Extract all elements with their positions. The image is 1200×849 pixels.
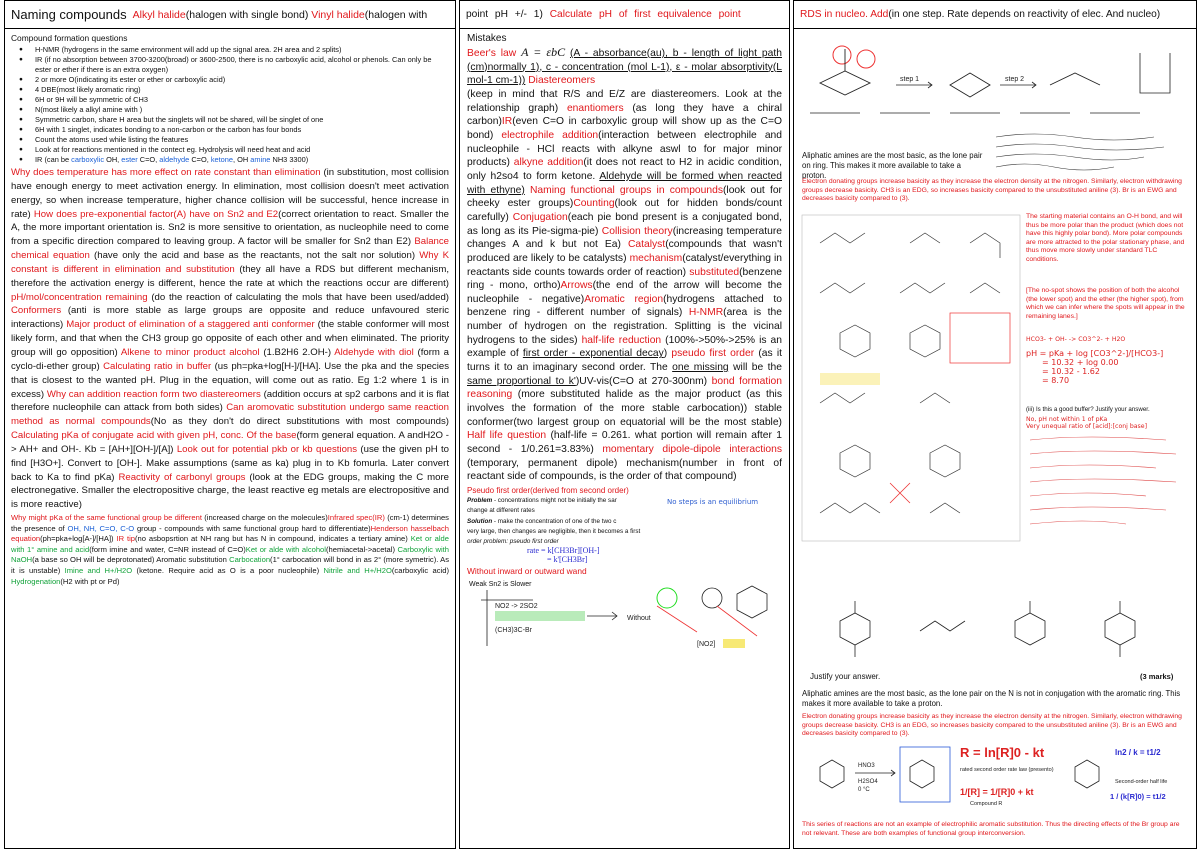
buffer-question-text: (iii) Is this a good buffer? Justify your answer. [1026,406,1150,413]
pseudo-first-order-notes [467,486,782,576]
handwriting-scribble [994,129,1190,171]
formation-checklist [11,45,449,165]
solution-label: Solution [467,517,493,525]
mistake-term: half-life reduction [581,334,662,346]
col3-header-topic: RDS in nucleo. Add [800,9,889,20]
list-item: ● 6H or 9H will be symmetric of CH3 [11,95,449,105]
solution-text: - make the concentration of one of the two c [492,517,617,525]
tlc-spot-note: [The no-spot shows the position of both the alcohol (the lower spot) and the ether (the higher spot), from which we can infer where the spots will appear in the remaining lanes.] [1026,287,1185,320]
term-explanation: Aromatic substitution [156,555,230,565]
calc-line: = 8.70 [1042,376,1070,385]
solution-text-2: very large, then changes are negligible, then it becomes a first [467,527,641,535]
highlighted-term: Imine and H+/H2O [64,566,133,576]
col2-header-text: point pH +/- 1) [466,9,543,20]
mistake-term: H-NMR [688,307,724,319]
mistake-explanation: (it does not react to H2 in acidic condition, only h2so4 to form ketone. [467,157,782,182]
question-term: Major product of elimination of a staggered anti conformer [66,319,315,331]
sketch-note: (CH3)3C-Br [495,627,532,635]
tlc-polarity-note: The starting material contains an O-H bond, and will thus be more polar than the product (which does not have this highly polar bond). More polar compounds are more attracted to the polar stationary phase, and thus move more slowly under standard TLC conditions. [1026,213,1185,263]
mistake-explanation: (interaction between electrophile and nucleophile - HCl reacts with alkyne aswl to for major minor products) [467,129,783,169]
mistake-term: IR [501,116,513,128]
question-explanation: (form a cyclo-di-ether group) [11,346,449,372]
diastereomers-term: Diastereomers [525,75,596,87]
calc-line: = 10.32 - 1.62 [1042,367,1100,376]
mistake-explanation: (keep in mind that R/S and E/Z are diastereomers. Look at the relationship graph) [467,88,782,114]
mistake-explanation: same proportional to k' [467,375,576,387]
question-explanation: (the stable conformer will most likely form, and that when the CH3 group go opposite of each other and when eliminated. The priority group will go opposition) [11,319,449,358]
term-explanation: (form imine and water, C=NR instead of C=O) [89,544,246,554]
mistakes-subtitle: Mistakes [467,33,507,44]
question-explanation: (addition occurs at sp2 carbons and it is flat therefore nucleophile can attack from both sides) [11,388,449,414]
nitration-and-rate-laws [800,737,1190,815]
question-explanation: (have only the acid and base as the reactants, not the salt nor solution) [89,250,420,262]
mistake-term: alkyne addition [513,157,584,169]
calc-line: HCO3- + OH- -> CO3^2- + H2O [1026,336,1126,343]
mistake-explanation: (catalyst/everything in reactants side counts towards order of reaction) [467,252,782,278]
beers-law-formula: A = εbC [521,45,566,59]
reagent-label: H2SO4 [858,779,878,785]
amine-basicity-caption: Aliphatic amines are the most basic, as the lone pair on the N is not in conjugation with the aromatic ring. This makes it more available to take a proton. [802,689,1181,708]
col1-title: Naming compounds [11,7,127,22]
question-term: Why can addition reaction form two diastereomers [46,388,261,400]
alkyl-halide-def: (halogen with single bond) [185,8,309,21]
question-term: Aldehyde with diol [334,346,414,358]
question-term: How does pre-exponential factor(A) have on Sn2 and E2 [33,208,279,220]
column-rds-nucleo [793,0,1197,849]
col2-header [460,1,789,29]
mistake-term: bond formation reasoning [467,375,782,401]
question-explanation: (No as they don't do direct substitutions with most compounds) [150,416,449,428]
term-explanation: (1° carbocation will bond in as 2° (more symetric). As it is unstable) [11,555,450,576]
calc-line: pH = pKa + log [CO3^2-]/[HCO3-] [1026,349,1164,358]
buffer-question [1026,406,1190,535]
mistake-term: pseudo first order [671,348,755,360]
mistake-explanation: (each pie bond present is a conjugated bond, as long as its Pie-sigma-pie) [467,211,782,237]
mistake-term: Aromatic region [584,293,664,305]
question-explanation: (use the given pH to find [H3O+]. Convert to [OH-]. Make assumptions (same as ka) plug in to Kb fomurla. Later convert back to Ka to find pKa) [11,443,450,483]
highlighted-term: Why might pKa of the same functional group be different [11,513,202,523]
term-explanation: (cm-1) determines the presence of [11,513,449,533]
rate-law-2: = k'[CH3Br] [547,555,588,565]
term-explanation: (a base so OH will be deprotonated) [32,555,157,565]
buffer-answer-note: Very unequal ratio of [acid]:[conj base] [1026,423,1147,430]
question-explanation: (they all have a RDS but different mechanism, therefore the activation energy is different, hence the rate at which the reactions occur are different) [11,263,449,289]
concept-notes-paragraph [11,166,449,512]
reagent-label: 0 °C [858,787,870,793]
mistake-term: Catalyst [627,239,666,251]
first-order-half-life: ln2 / k = t1/2 [1115,748,1161,757]
list-item: ● 2 or more O(indicating its ester or ether or carboxylic acid) [11,75,449,85]
question-term: Can aromovatic substitution undergo same reaction method as normal compounds [11,402,449,428]
rate-law-label: Compound R [970,801,1003,807]
problem-text-2: change at different rates [467,507,535,515]
mistake-term: substituted [689,266,740,278]
pseudo-first-order-title: Pseudo first order(derived from second order) [467,486,629,495]
highlighted-term: Carbocation [229,555,271,565]
beers-law-label: Beer's law [467,48,517,59]
sketch-note: Weak Sn2 is Slower [469,581,532,589]
mistake-explanation: (even C=O in carboxylic group will show up as the C=O bond) [467,116,782,141]
list-item: ● Look at for reactions mentioned in the contect eg. Hydrolysis will need heat and acid [11,145,449,155]
solution-text-3: order problem: pseudo first order [467,538,559,546]
mistake-explanation: (benzene ring - mono, ortho) [467,266,782,292]
list-item: ● Symmetric carbon, share H area but the singlets will not be shared, will be singlet of one [11,115,449,125]
highlighted-term: OH, NH, C=O, C-O [67,523,135,533]
question-explanation: (correct orientation to react. Smaller the A, the more important orientation is. Sn2 is more sensitive to orientation, as nucleophile need to come from a specific direction compared to leaving group. A factor will be smaller for Sn2 than E2) [11,208,449,248]
first-order-integrated-rate-law: R = ln[R]0 - kt [960,745,1045,760]
list-item: ● Count the atoms used while listing the features [11,135,449,145]
mistake-explanation: (look out for hidden bonds/count carefully) [467,198,782,223]
second-order-integrated-rate-law: 1/[R] = 1/[R]0 + kt [960,787,1034,797]
mistake-explanation: )UV-vis(C=O at 270-300nm) [575,375,712,387]
list-item: ● N(most likely a alkyl amine with ) [11,105,449,115]
nucleophilic-addition-mechanism [800,33,1190,118]
term-explanation: (carboxylic acid) [391,566,450,576]
term-explanation: (increased charge on the molecules) [201,513,328,523]
highlighted-term: Nitrile and H+/H2O [323,566,392,576]
compound-formation-subtitle: Compound formation questions [11,33,128,43]
problem-text: - concentrations might not be initially the sar [492,497,617,504]
structure-grid [800,213,1022,543]
question-explanation: (us ph=pka+log[H-]/[HA]. Use the pka and the species that is closest to the wanted pH. Plug in the equation, will come out as ratio. Eg 1:2 where 1 is in excess) [11,360,449,400]
highlighted-term: Henderson hasselbach equation [11,523,449,544]
handwritten-mechanism-sketch [467,576,785,656]
edg-basicity-note: Electron donating groups increase basicity as they increase the electron density at the nitrogen. Similarly, electron withdrawing groups decrease basicity. CH3 is an EDG, so increases basicity compared to the unsubstituted aniline (3). Br is an EWG and decreases basicity compared to (3). [802,178,1182,203]
list-item-ir: ● IR (can be carboxylic OH, ester C=O, aldehyde C=O, ketone, OH amine NH3 3300) [11,155,449,165]
sketch-note: NO2 -> 2SO2 [495,603,538,611]
list-item: ● 6H with 1 singlet, indicates bonding to a non-carbon or the carbon has four bonds [11,125,449,135]
list-item: ● IR (if no absorption between 3700-3200(broad) or 3600-2500, there is no carboxylic acid, alcohol or phenols. Can only be ester or ether if there is an extra oxygen) [11,55,449,75]
mistake-explanation: (half-life = 0.261. what portion will remain after 1 second - 1/0.261=3.83%) [467,430,782,456]
rate-law-label: rated second order rate law (presento) [960,767,1054,773]
mistake-explanation: ) [663,348,672,360]
mistake-explanation: (as it turns it to an imaginary second order. The [467,348,782,374]
term-explanation: group - compounds with same functional group hard to differentiate) [134,523,371,533]
handwritten-explanation [994,129,1190,176]
mistake-explanation: one missing [672,362,729,374]
mistake-term: Counting [573,198,615,210]
question-term: Calculating pKa of conjugate acid with given pH, conc. Of the base [11,430,297,442]
mistake-explanation: (compounds that wasn't produced are likely to be catalysts) [467,239,782,264]
column-naming-compounds [4,0,456,849]
term-explanation: (ketone. Require acid as O is a poor nucleophile) [132,566,324,576]
question-term: Conformers [11,305,62,317]
col3-header-text: (in one step. Rate depends on reactivity of elec. And nucleo) [888,9,1161,20]
highlighted-term: IR tip [116,534,135,544]
question-term: Look out for potential pkb or kb questions [176,443,358,455]
term-explanation: (H2 with pt or Pd) [60,576,120,586]
mistakes-paragraph [467,88,782,484]
handwritten-note: No steps is an equilibrium [667,498,759,506]
question-explanation: (in substitution, most collision have enough energy to meet activation energy. In elimination, most collision doesn't meet activation energy, so when increase temperature, higher chance collision will be successful, hence increase in rate) [11,167,450,220]
mistake-explanation: (the end of the arrow will become the nucleophile - negative) [467,280,783,305]
edg-basicity-note-2: Electron donating groups increase basicity as they increase the electron density at the nitrogen. Similarly, electron withdrawing groups decrease basicity. CH3 is an EDG, so increases basicity compared to the unsubstituted aniline (3). Br is an EWG and decreases basicity compared to (3). [802,713,1182,738]
mistake-term: momentary dipole-dipole interactions [602,444,782,456]
beers-law-definition: (A - absorbance(au), b - length of light path (cm)normally 1), c - concentration (mol L-1), ε - molar absorptivity(L mol-1 cm-1)) [467,48,782,87]
question-term: pH/mol/concentration remaining [11,291,148,303]
question-term: Alkene to minor product alcohol [120,346,260,358]
mistake-explanation: (hydrogens attached to benzene ring - different number of signals) [467,293,783,319]
question-term: Balance chemical equation [11,236,449,262]
mistake-explanation: (temporary, permanent dipole) mechanism(number in front of reactant side of compounds, is the order of that compound) [467,457,782,483]
mistake-term: Collision theory [601,225,673,237]
step-1-label: step 1 [900,76,920,83]
list-item: ● 4 DBE(most likely aromatic ring) [11,85,449,95]
mistake-term: enantiomers [566,102,624,114]
term-explanation: (ph=pka+log[A-]/[HA]) [40,534,117,544]
question-explanation: (form general equation. A andH2O -> AH+ and OH-. Kb = [AH+][OH-]/[A]) [11,430,449,455]
question-explanation: (anti is more stable as large groups are opposite and reduce unfavoured steric interactions) [11,305,449,331]
beers-law [467,46,782,88]
mistake-explanation: first order - exponential decay [522,348,664,360]
question-term: Why does temperature has more effect on rate constant than elimination [11,167,321,178]
col2-header-topic: Calculate pH of first equivalence point [549,9,741,20]
question-term: Why K constant is different in elimination and substitution [11,250,450,275]
mistake-explanation: (as long they have a chiral carbon) [467,102,783,128]
highlighted-term: Infrared spec(IR) [327,513,385,523]
mistake-term: Arrows [560,280,593,292]
mistake-explanation: will be the [728,362,782,374]
rate-law-label: Second-order half life [1115,779,1168,785]
step-2-label: step 2 [1005,76,1025,83]
sketch-note: Without [627,615,651,623]
highlighted-term: Carboxylic with NaOH [11,544,449,565]
functional-group-interconversion-note: This series of reactions are not an example of electrophilic aromatic substitution. Thus the directing effects of the Br group are not relevant. These are both examples of functional group interconversion. [802,821,1180,837]
question-term: Calculating ratio in buffer [103,360,212,372]
highlighted-term: Hydrogenation [11,576,61,586]
question-explanation: (1.B2H6 2.OH-) [259,346,335,358]
question-term: Reactivity of carbonyl groups [118,471,246,483]
marks-label: (3 marks) [1140,672,1174,681]
buffer-calculation [1026,336,1190,385]
handwritten-scratch-notes [1026,430,1190,530]
vinyl-halide-term: Vinyl halide [311,8,365,21]
mistake-explanation: (area is the number of hydrogen on the registration. Splitting is the vicinal hydrogens to the sides) [467,307,782,346]
calc-line: = 10.32 + log 0.00 [1042,358,1119,367]
mistake-explanation: (look out for cheeky ester groups) [467,184,782,210]
amine-structures [800,571,1190,686]
question-explanation: (look at the EDG groups, making the C more electronegative. Smaller the electropositive charge, the least reactive eg metals are electropositive and is more reactive) [11,471,449,511]
mistake-explanation: (more substituted halide as the major product (as this involves the formation of the more stable carbocation)) stable conformer(two largest group on equatorial will be the most stable) [467,389,782,428]
column-mistakes [459,0,790,849]
justify-prompt: Justify your answer. [810,672,881,681]
alkyl-halide-term: Alkyl halide [132,8,186,21]
highlighted-term: Ket or alde with alcohol [245,544,326,554]
list-item: ● H-NMR (hydrogens in the same environment will add up the signal area. 2H area and 2 splits) [11,45,449,55]
aliphatic-amine-caption: Aliphatic amines are the most basic, as the lone pair on ring. This makes it more available to take a proton. [802,151,983,180]
mistake-explanation: (increasing temperature changes A and k but not Ea) [467,225,782,251]
functional-group-notes-paragraph [11,513,449,587]
mistake-term: mechanism [629,252,683,264]
mistake-explanation: Aldehyde will be formed when reacted with ethyne) [467,170,782,196]
mistake-term: Half life question [467,430,547,442]
problem-label: Problem [467,497,493,504]
buffer-answer-note: No, pH not within 1 of pKa [1026,416,1108,423]
vinyl-halide-def: (halogen with [364,8,428,21]
term-explanation: (no asbopsrtion at NH rang but has N in compound, indicates a tertiary amine) [135,534,411,544]
reagent-label: HNO3 [858,763,875,769]
mistake-term: electrophile addition [501,129,599,141]
col3-header [794,1,1196,29]
wave-note: Without inward or outward wand [467,566,587,577]
term-explanation: (hemiacetal->acetal) [325,544,398,554]
highlighted-term: Ket or alde with 1° amine and acid [11,534,449,554]
rate-law-1: rate = k[CH3Br][OH-] [527,546,600,556]
second-order-half-life: 1 / (k[R]0) = t1/2 [1110,792,1166,801]
mistake-term: Naming functional groups in compounds [524,184,723,196]
col1-header [5,1,455,29]
sketch-note: [NO2] [697,641,716,649]
mistake-term: Conjugation [512,211,568,223]
question-explanation: (do the reaction of calculating the mols that have been used/added) [147,291,449,303]
mistake-explanation: (100%->50%->25% is an example of [467,334,782,360]
